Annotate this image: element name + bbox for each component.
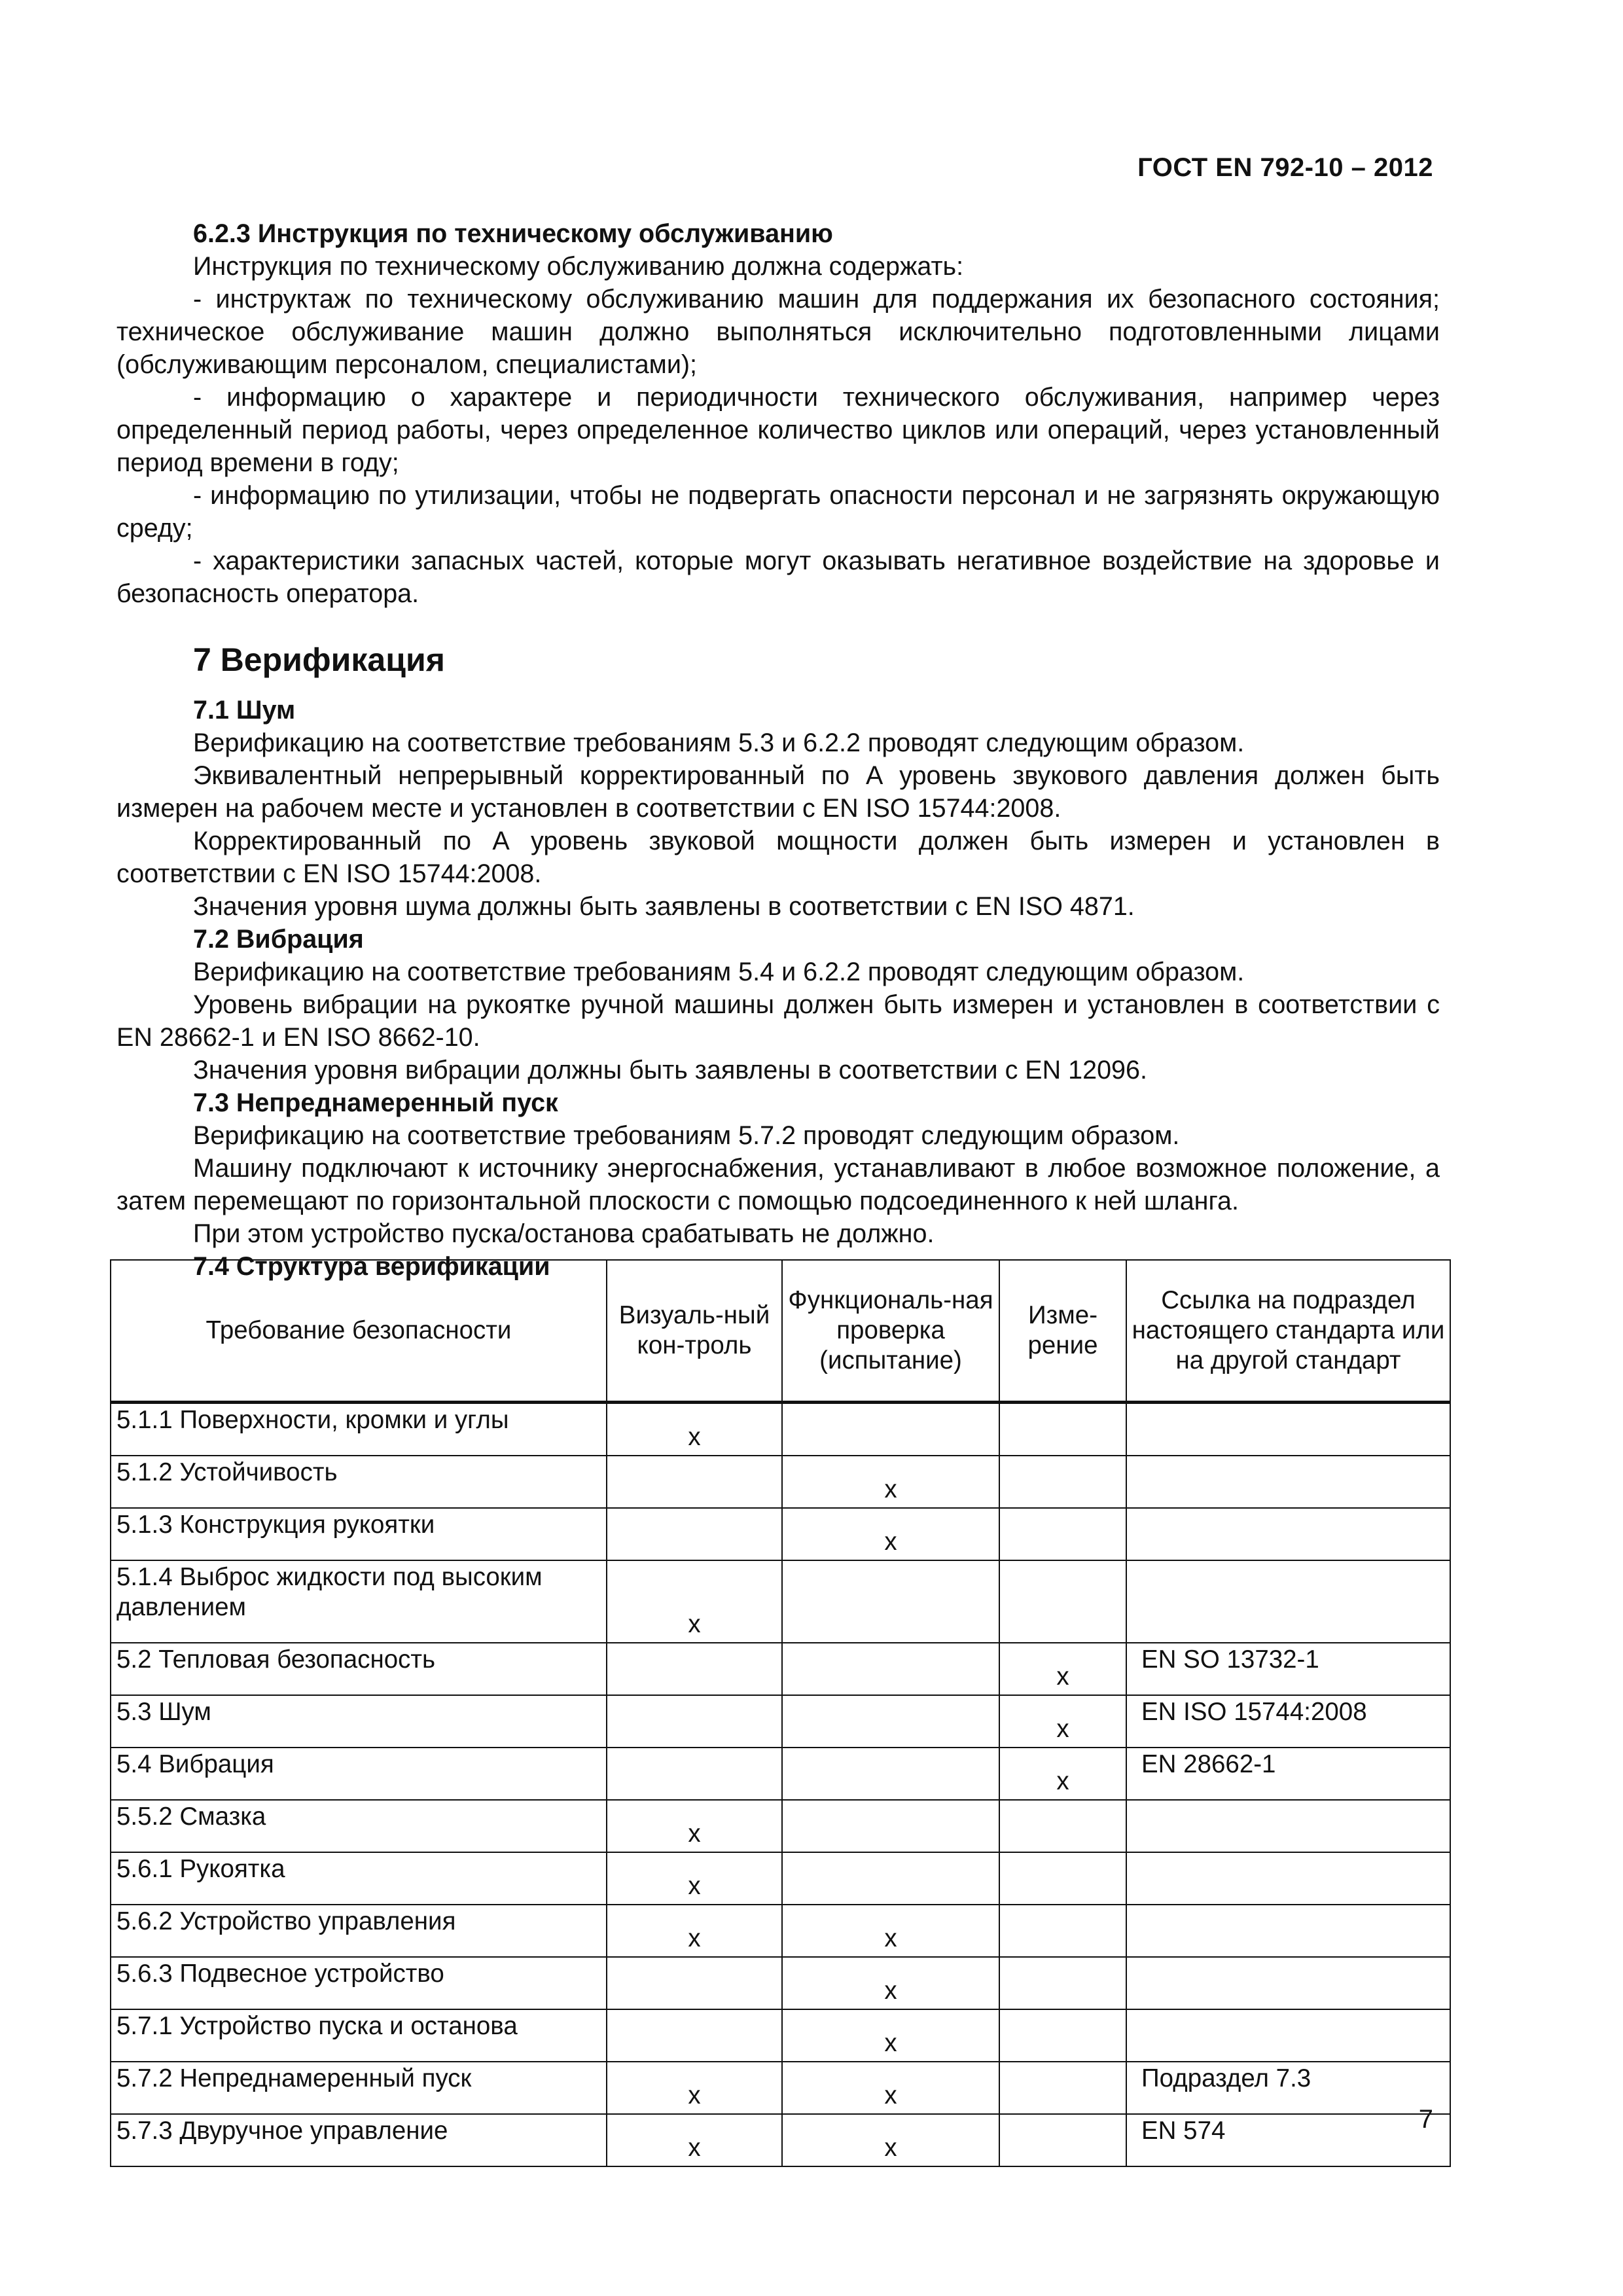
measurement-cell bbox=[999, 1905, 1126, 1957]
reference-cell bbox=[1126, 1508, 1450, 1560]
requirement-cell: 5.7.3 Двуручное управление bbox=[111, 2114, 607, 2166]
table-body bbox=[111, 1403, 1450, 2167]
measurement-cell bbox=[999, 1456, 1126, 1508]
document-code-header: ГОСТ EN 792-10 – 2012 bbox=[1137, 153, 1433, 182]
paragraph: Эквивалентный непрерывный корректированный по А уровень звукового давления должен быть измерен на рабочем месте и установлен в соответствии с EN ISO 15744:2008. bbox=[116, 761, 1440, 823]
visual-check-cell: x bbox=[607, 1560, 782, 1643]
visual-check-cell: x bbox=[607, 1403, 782, 1456]
table-row bbox=[111, 1508, 1450, 1560]
visual-check-cell: x bbox=[607, 2114, 782, 2166]
list-item: - информацию по утилизации, чтобы не подвергать опасности персонал и не загрязнять окружающую среду; bbox=[116, 481, 1440, 543]
section-7-3-title: 7.3 Непреднамеренный пуск bbox=[193, 1088, 558, 1117]
functional-check-cell bbox=[782, 1403, 999, 1456]
functional-check-cell bbox=[782, 1695, 999, 1748]
visual-check-cell bbox=[607, 1456, 782, 1508]
paragraph: Уровень вибрации на рукоятке ручной машины должен быть измерен и установлен в соответствии с EN 28662-1 и EN ISO 8662-10. bbox=[116, 990, 1440, 1052]
paragraph: При этом устройство пуска/останова срабатывать не должно. bbox=[193, 1219, 935, 1248]
requirement-cell: 5.1.4 Выброс жидкости под высоким давлением bbox=[111, 1560, 607, 1643]
paragraph: Верификацию на соответствие требованиям 5.7.2 проводят следующим образом. bbox=[193, 1121, 1180, 1150]
section-7-heading: 7 Верификация bbox=[193, 641, 445, 678]
measurement-cell bbox=[999, 1957, 1126, 2009]
requirement-cell: 5.3 Шум bbox=[111, 1695, 607, 1748]
table-row bbox=[111, 2009, 1450, 2062]
requirement-cell: 5.5.2 Смазка bbox=[111, 1800, 607, 1852]
visual-check-cell bbox=[607, 1643, 782, 1695]
table-row bbox=[111, 1748, 1450, 1800]
measurement-cell bbox=[999, 1508, 1126, 1560]
reference-cell bbox=[1126, 1905, 1450, 1957]
reference-cell bbox=[1126, 1852, 1450, 1905]
reference-cell bbox=[1126, 1403, 1450, 1456]
column-header-measurement: Изме-рение bbox=[999, 1260, 1126, 1403]
reference-cell: Подраздел 7.3 bbox=[1126, 2062, 1450, 2114]
reference-cell: EN 28662-1 bbox=[1126, 1748, 1450, 1800]
functional-check-cell bbox=[782, 1800, 999, 1852]
reference-cell bbox=[1126, 1560, 1450, 1643]
requirement-cell: 5.1.3 Конструкция рукоятки bbox=[111, 1508, 607, 1560]
visual-check-cell bbox=[607, 2009, 782, 2062]
column-header-visual: Визуаль-ный кон-троль bbox=[607, 1260, 782, 1403]
reference-cell bbox=[1126, 1957, 1450, 2009]
reference-cell: EN ISO 15744:2008 bbox=[1126, 1695, 1450, 1748]
paragraph: Машину подключают к источнику энергоснабжения, устанавливают в любое возможное положение, а затем перемещают по горизонтальной плоскости с помощью подсоединенного к ней шланга. bbox=[116, 1154, 1440, 1215]
column-header-reference: Ссылка на подраздел настоящего стандарта или на другой стандарт bbox=[1126, 1260, 1450, 1403]
page-number: 7 bbox=[1418, 2105, 1433, 2134]
table-row bbox=[111, 2062, 1450, 2114]
list-item: - инструктаж по техническому обслуживанию машин для поддержания их безопасного состояния; техническое обслуживание машин должно выполняться исключительно подготовленными лицами (обслуживающим персоналом, специалистами); bbox=[116, 285, 1440, 379]
requirement-cell: 5.1.1 Поверхности, кромки и углы bbox=[111, 1403, 607, 1456]
paragraph: Корректированный по А уровень звуковой мощности должен быть измерен и установлен в соответствии с EN ISO 15744:2008. bbox=[116, 827, 1440, 888]
requirement-cell: 5.4 Вибрация bbox=[111, 1748, 607, 1800]
visual-check-cell bbox=[607, 1748, 782, 1800]
reference-cell: EN 574 bbox=[1126, 2114, 1450, 2166]
table-row bbox=[111, 1456, 1450, 1508]
list-item: - характеристики запасных частей, которые могут оказывать негативное воздействие на здоровье и безопасность оператора. bbox=[116, 547, 1440, 608]
table-row bbox=[111, 1905, 1450, 1957]
section-7-4-title: 7.4 Структура верификации bbox=[193, 1252, 550, 1281]
requirement-cell: 5.6.2 Устройство управления bbox=[111, 1905, 607, 1957]
functional-check-cell bbox=[782, 1643, 999, 1695]
column-header-functional: Функциональ-ная проверка (испытание) bbox=[782, 1260, 999, 1403]
requirement-cell: 5.7.1 Устройство пуска и останова bbox=[111, 2009, 607, 2062]
section-6-2-3-intro: Инструкция по техническому обслуживанию должна содержать: bbox=[193, 252, 964, 281]
section-7-1-title: 7.1 Шум bbox=[193, 696, 296, 725]
functional-check-cell: x bbox=[782, 1905, 999, 1957]
visual-check-cell bbox=[607, 1695, 782, 1748]
functional-check-cell: x bbox=[782, 2114, 999, 2166]
visual-check-cell: x bbox=[607, 2062, 782, 2114]
paragraph: Верификацию на соответствие требованиям 5.4 и 6.2.2 проводят следующим образом. bbox=[193, 958, 1245, 986]
reference-cell bbox=[1126, 2009, 1450, 2062]
visual-check-cell bbox=[607, 1957, 782, 2009]
paragraph: Верификацию на соответствие требованиям 5.3 и 6.2.2 проводят следующим образом. bbox=[193, 728, 1245, 757]
column-header-requirement: Требование безопасности bbox=[111, 1260, 607, 1403]
paragraph: Значения уровня шума должны быть заявлены в соответствии с EN ISO 4871. bbox=[193, 892, 1135, 921]
section-7-2-title: 7.2 Вибрация bbox=[193, 925, 364, 954]
table-row bbox=[111, 1403, 1450, 1456]
table-header-row bbox=[111, 1260, 1450, 1403]
measurement-cell bbox=[999, 1852, 1126, 1905]
visual-check-cell: x bbox=[607, 1800, 782, 1852]
paragraph: Значения уровня вибрации должны быть заявлены в соответствии с EN 12096. bbox=[193, 1056, 1147, 1085]
table-row bbox=[111, 2114, 1450, 2166]
measurement-cell bbox=[999, 2062, 1126, 2114]
measurement-cell: x bbox=[999, 1643, 1126, 1695]
requirement-cell: 5.6.1 Рукоятка bbox=[111, 1852, 607, 1905]
document-body bbox=[116, 217, 1440, 1283]
requirement-cell: 5.1.2 Устойчивость bbox=[111, 1456, 607, 1508]
reference-cell bbox=[1126, 1800, 1450, 1852]
requirement-cell: 5.6.3 Подвесное устройство bbox=[111, 1957, 607, 2009]
functional-check-cell bbox=[782, 1852, 999, 1905]
requirement-cell: 5.7.2 Непреднамеренный пуск bbox=[111, 2062, 607, 2114]
measurement-cell bbox=[999, 1560, 1126, 1643]
functional-check-cell bbox=[782, 1560, 999, 1643]
visual-check-cell: x bbox=[607, 1905, 782, 1957]
measurement-cell bbox=[999, 1800, 1126, 1852]
table-row bbox=[111, 1800, 1450, 1852]
functional-check-cell: x bbox=[782, 1957, 999, 2009]
requirement-cell: 5.2 Тепловая безопасность bbox=[111, 1643, 607, 1695]
reference-cell bbox=[1126, 1456, 1450, 1508]
verification-table bbox=[110, 1259, 1451, 2167]
table-row bbox=[111, 1852, 1450, 1905]
functional-check-cell: x bbox=[782, 2009, 999, 2062]
section-6-2-3-title: 6.2.3 Инструкция по техническому обслуживанию bbox=[193, 219, 833, 248]
list-item: - информацию о характере и периодичности технического обслуживания, например через определенный период работы, через определенное количество циклов или операций, через установленный период времени в году; bbox=[116, 383, 1440, 477]
visual-check-cell: x bbox=[607, 1852, 782, 1905]
reference-cell: EN SO 13732-1 bbox=[1126, 1643, 1450, 1695]
functional-check-cell: x bbox=[782, 2062, 999, 2114]
functional-check-cell bbox=[782, 1748, 999, 1800]
measurement-cell bbox=[999, 2114, 1126, 2166]
functional-check-cell: x bbox=[782, 1508, 999, 1560]
visual-check-cell bbox=[607, 1508, 782, 1560]
measurement-cell bbox=[999, 2009, 1126, 2062]
measurement-cell bbox=[999, 1403, 1126, 1456]
table-row bbox=[111, 1560, 1450, 1643]
measurement-cell: x bbox=[999, 1748, 1126, 1800]
table-row bbox=[111, 1643, 1450, 1695]
measurement-cell: x bbox=[999, 1695, 1126, 1748]
functional-check-cell: x bbox=[782, 1456, 999, 1508]
table-row bbox=[111, 1695, 1450, 1748]
table-row bbox=[111, 1957, 1450, 2009]
